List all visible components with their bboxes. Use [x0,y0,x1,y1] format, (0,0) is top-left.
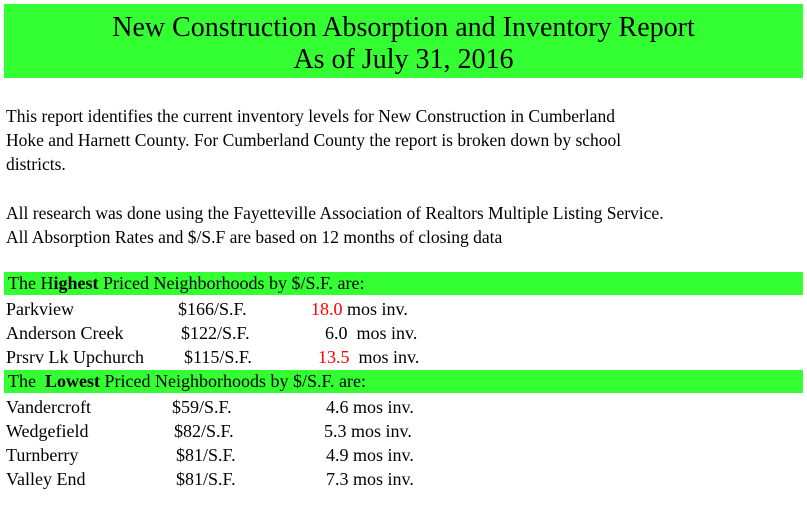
inventory-value: 7.3 [326,469,349,489]
heading-emphasis: ighest [53,273,99,293]
inventory [325,321,417,345]
table-row [6,467,796,491]
neighborhood-name: Parkview [6,299,74,319]
inventory [326,395,414,419]
neighborhood-name: Anderson Creek [6,323,124,343]
inventory-value: 4.9 [326,445,349,465]
price-per-sf: $81/S.F. [176,445,236,465]
neighborhood-name: Wedgefield [6,421,89,441]
inventory [326,467,414,491]
inventory-value: 5.3 [324,421,347,441]
intro-line: Hoke and Harnett County. For Cumberland County the report is broken down by school [6,130,622,150]
table-row [6,345,796,369]
price-per-sf: $59/S.F. [172,397,232,417]
inventory-value: 13.5 [318,347,350,367]
heading-text: Priced Neighborhoods by $/S.F. are: [98,273,365,293]
heading-text: The H [8,273,54,293]
inventory-unit: mos inv. [342,299,408,319]
table-row [6,321,796,345]
inventory-unit: mos inv. [347,323,418,343]
inventory-value: 4.6 [326,397,349,417]
intro-line: All Absorption Rates and $/S.F are based on 12 months of closing data [6,227,503,247]
price-per-sf: $115/S.F. [184,347,252,367]
report-date: As of July 31, 2016 [293,44,514,75]
neighborhood-name: Turnberry [6,445,79,465]
neighborhood-name: Prsrv Lk Upchurch [6,347,144,367]
heading-text: The [8,371,45,391]
highest-heading [4,272,803,295]
table-row [6,297,796,321]
inventory-unit: mos inv. [349,347,420,367]
report-title-banner [4,4,803,78]
intro-paragraph-1 [6,104,796,176]
heading-text: Priced Neighborhoods by $/S.F. are: [99,371,367,391]
report-title: New Construction Absorption and Inventory Report [112,12,695,43]
inventory-value: 6.0 [325,323,348,343]
lowest-heading [4,370,803,393]
inventory-unit: mos inv. [348,445,414,465]
neighborhood-name: Valley End [6,469,86,489]
table-row [6,443,796,467]
inventory [311,297,408,321]
neighborhood-name: Vandercroft [6,397,91,417]
inventory-unit: mos inv. [346,421,412,441]
intro-line: This report identifies the current inventory levels for New Construction in Cumberland [6,106,615,126]
inventory-unit: mos inv. [348,397,414,417]
intro-line: districts. [6,154,66,174]
table-row [6,395,796,419]
inventory-value: 18.0 [311,299,343,319]
price-per-sf: $122/S.F. [181,323,250,343]
table-row [6,419,796,443]
inventory-unit: mos inv. [348,469,414,489]
inventory [324,419,412,443]
inventory [326,443,414,467]
intro-text [6,104,796,249]
heading-emphasis: Lowest [44,371,100,391]
price-per-sf: $82/S.F. [174,421,234,441]
intro-line: All research was done using the Fayetteville Association of Realtors Multiple Listing Service. [6,203,664,223]
intro-paragraph-2 [6,201,796,249]
price-per-sf: $166/S.F. [178,299,247,319]
price-per-sf: $81/S.F. [176,469,236,489]
inventory [318,345,419,369]
